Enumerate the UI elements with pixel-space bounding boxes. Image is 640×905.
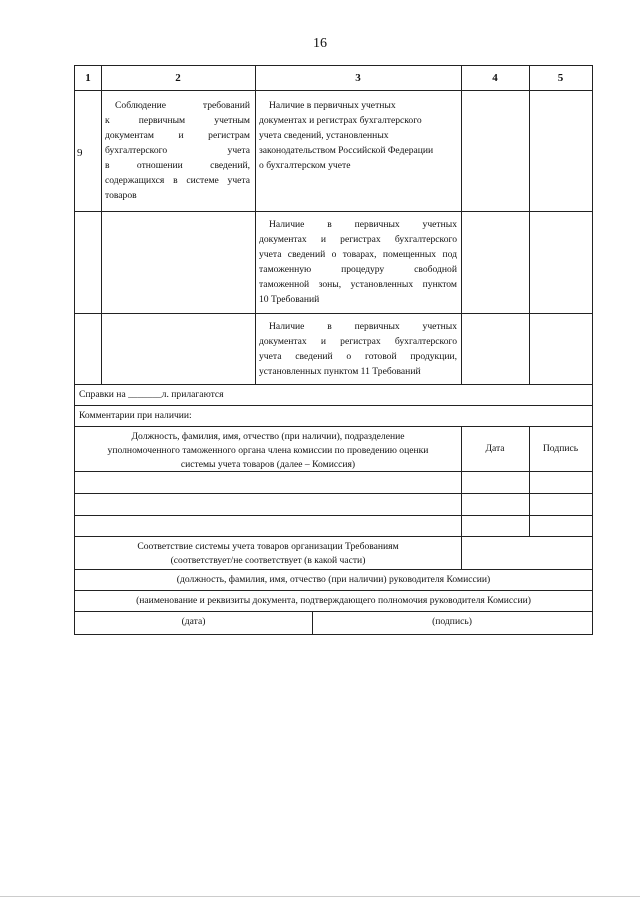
requirement-line: о бухгалтерском учете xyxy=(259,160,351,171)
commission-header: системы учета товаров (далее – Комиссия) xyxy=(180,459,356,470)
requirement-line: таможенную процедуру свободной xyxy=(259,264,457,275)
criterion-line: бухгалтерского учета xyxy=(105,145,250,156)
row-divider xyxy=(75,384,592,385)
commission-header: Должность, фамилия, имя, отчество (при наличии), подразделение xyxy=(131,431,405,442)
criterion-line: содержащихся в системе учета xyxy=(105,175,250,186)
signature-caption: (подпись) xyxy=(432,616,472,627)
row-divider xyxy=(75,569,592,570)
date-caption: (дата) xyxy=(181,616,206,627)
requirement-line: 10 Требований xyxy=(259,294,320,305)
col-divider xyxy=(101,66,102,384)
row-divider xyxy=(75,536,592,537)
page-number: 16 xyxy=(313,36,327,51)
row-divider xyxy=(75,515,592,516)
requirement-line: Наличие в первичных учетных xyxy=(269,219,457,230)
row-divider xyxy=(75,590,592,591)
criterion-line: товаров xyxy=(105,190,137,201)
criterion-line: Соблюдение требований xyxy=(115,100,250,111)
conformity-text: (соответствует/не соответствует (в какой части) xyxy=(170,555,366,566)
scan-edge xyxy=(0,896,640,897)
row-divider xyxy=(75,493,592,494)
col-divider xyxy=(461,536,462,569)
commission-header: уполномоченного таможенного органа члена комиссии по проведению оценки xyxy=(107,445,429,456)
col-divider xyxy=(461,66,462,384)
requirement-line: документах и регистрах бухгалтерского xyxy=(259,115,422,126)
requirement-line: Наличие в первичных учетных xyxy=(269,321,457,332)
date-header: Дата xyxy=(485,443,505,454)
row-divider xyxy=(75,313,592,314)
criterion-line: документам и регистрам xyxy=(105,130,250,141)
attachments-note: Справки на _______л. прилагаются xyxy=(79,389,224,400)
col-divider xyxy=(255,66,256,384)
requirement-line: Наличие в первичных учетных xyxy=(269,100,396,111)
requirement-line: документах и регистрах бухгалтерского xyxy=(259,336,457,347)
row-divider xyxy=(75,211,592,212)
col-header-1: 1 xyxy=(85,72,91,84)
row-number: 9 xyxy=(77,147,83,159)
comments-label: Комментарии при наличии: xyxy=(79,410,192,421)
requirement-line: учета сведений о готовой продукции, xyxy=(259,351,457,362)
criterion-line: в отношении сведений, xyxy=(105,160,250,171)
col-header-5: 5 xyxy=(557,72,564,84)
requirement-line: установленных пунктом 11 Требований xyxy=(259,366,421,377)
signature-header: Подпись xyxy=(542,443,579,454)
requirement-line: учета сведений о товарах, помещенных под xyxy=(259,249,457,260)
col-header-2: 2 xyxy=(175,72,181,84)
evaluation-table xyxy=(74,65,593,635)
requirement-line: законодательством Российской Федерации xyxy=(259,145,434,156)
requirement-line: учета сведений, установленных xyxy=(259,130,389,141)
head-position-caption: (должность, фамилия, имя, отчество (при наличии) руководителя Комиссии) xyxy=(176,574,491,585)
col-divider xyxy=(529,66,530,384)
conformity-text: Соответствие системы учета товаров организации Требованиям xyxy=(137,541,399,552)
col-header-3: 3 xyxy=(355,72,361,84)
row-divider xyxy=(75,426,592,427)
col-header-4: 4 xyxy=(492,72,498,84)
criterion-line: к первичным учетным xyxy=(105,115,250,126)
row-divider xyxy=(75,405,592,406)
requirement-line: таможенной зоны, установленных пунктом xyxy=(259,279,457,290)
row-divider xyxy=(75,90,592,91)
requirement-line: документах и регистрах бухгалтерского xyxy=(259,234,457,245)
head-document-caption: (наименование и реквизиты документа, подтверждающего полномочия руководителя Комиссии) xyxy=(136,595,531,606)
row-divider xyxy=(75,611,592,612)
